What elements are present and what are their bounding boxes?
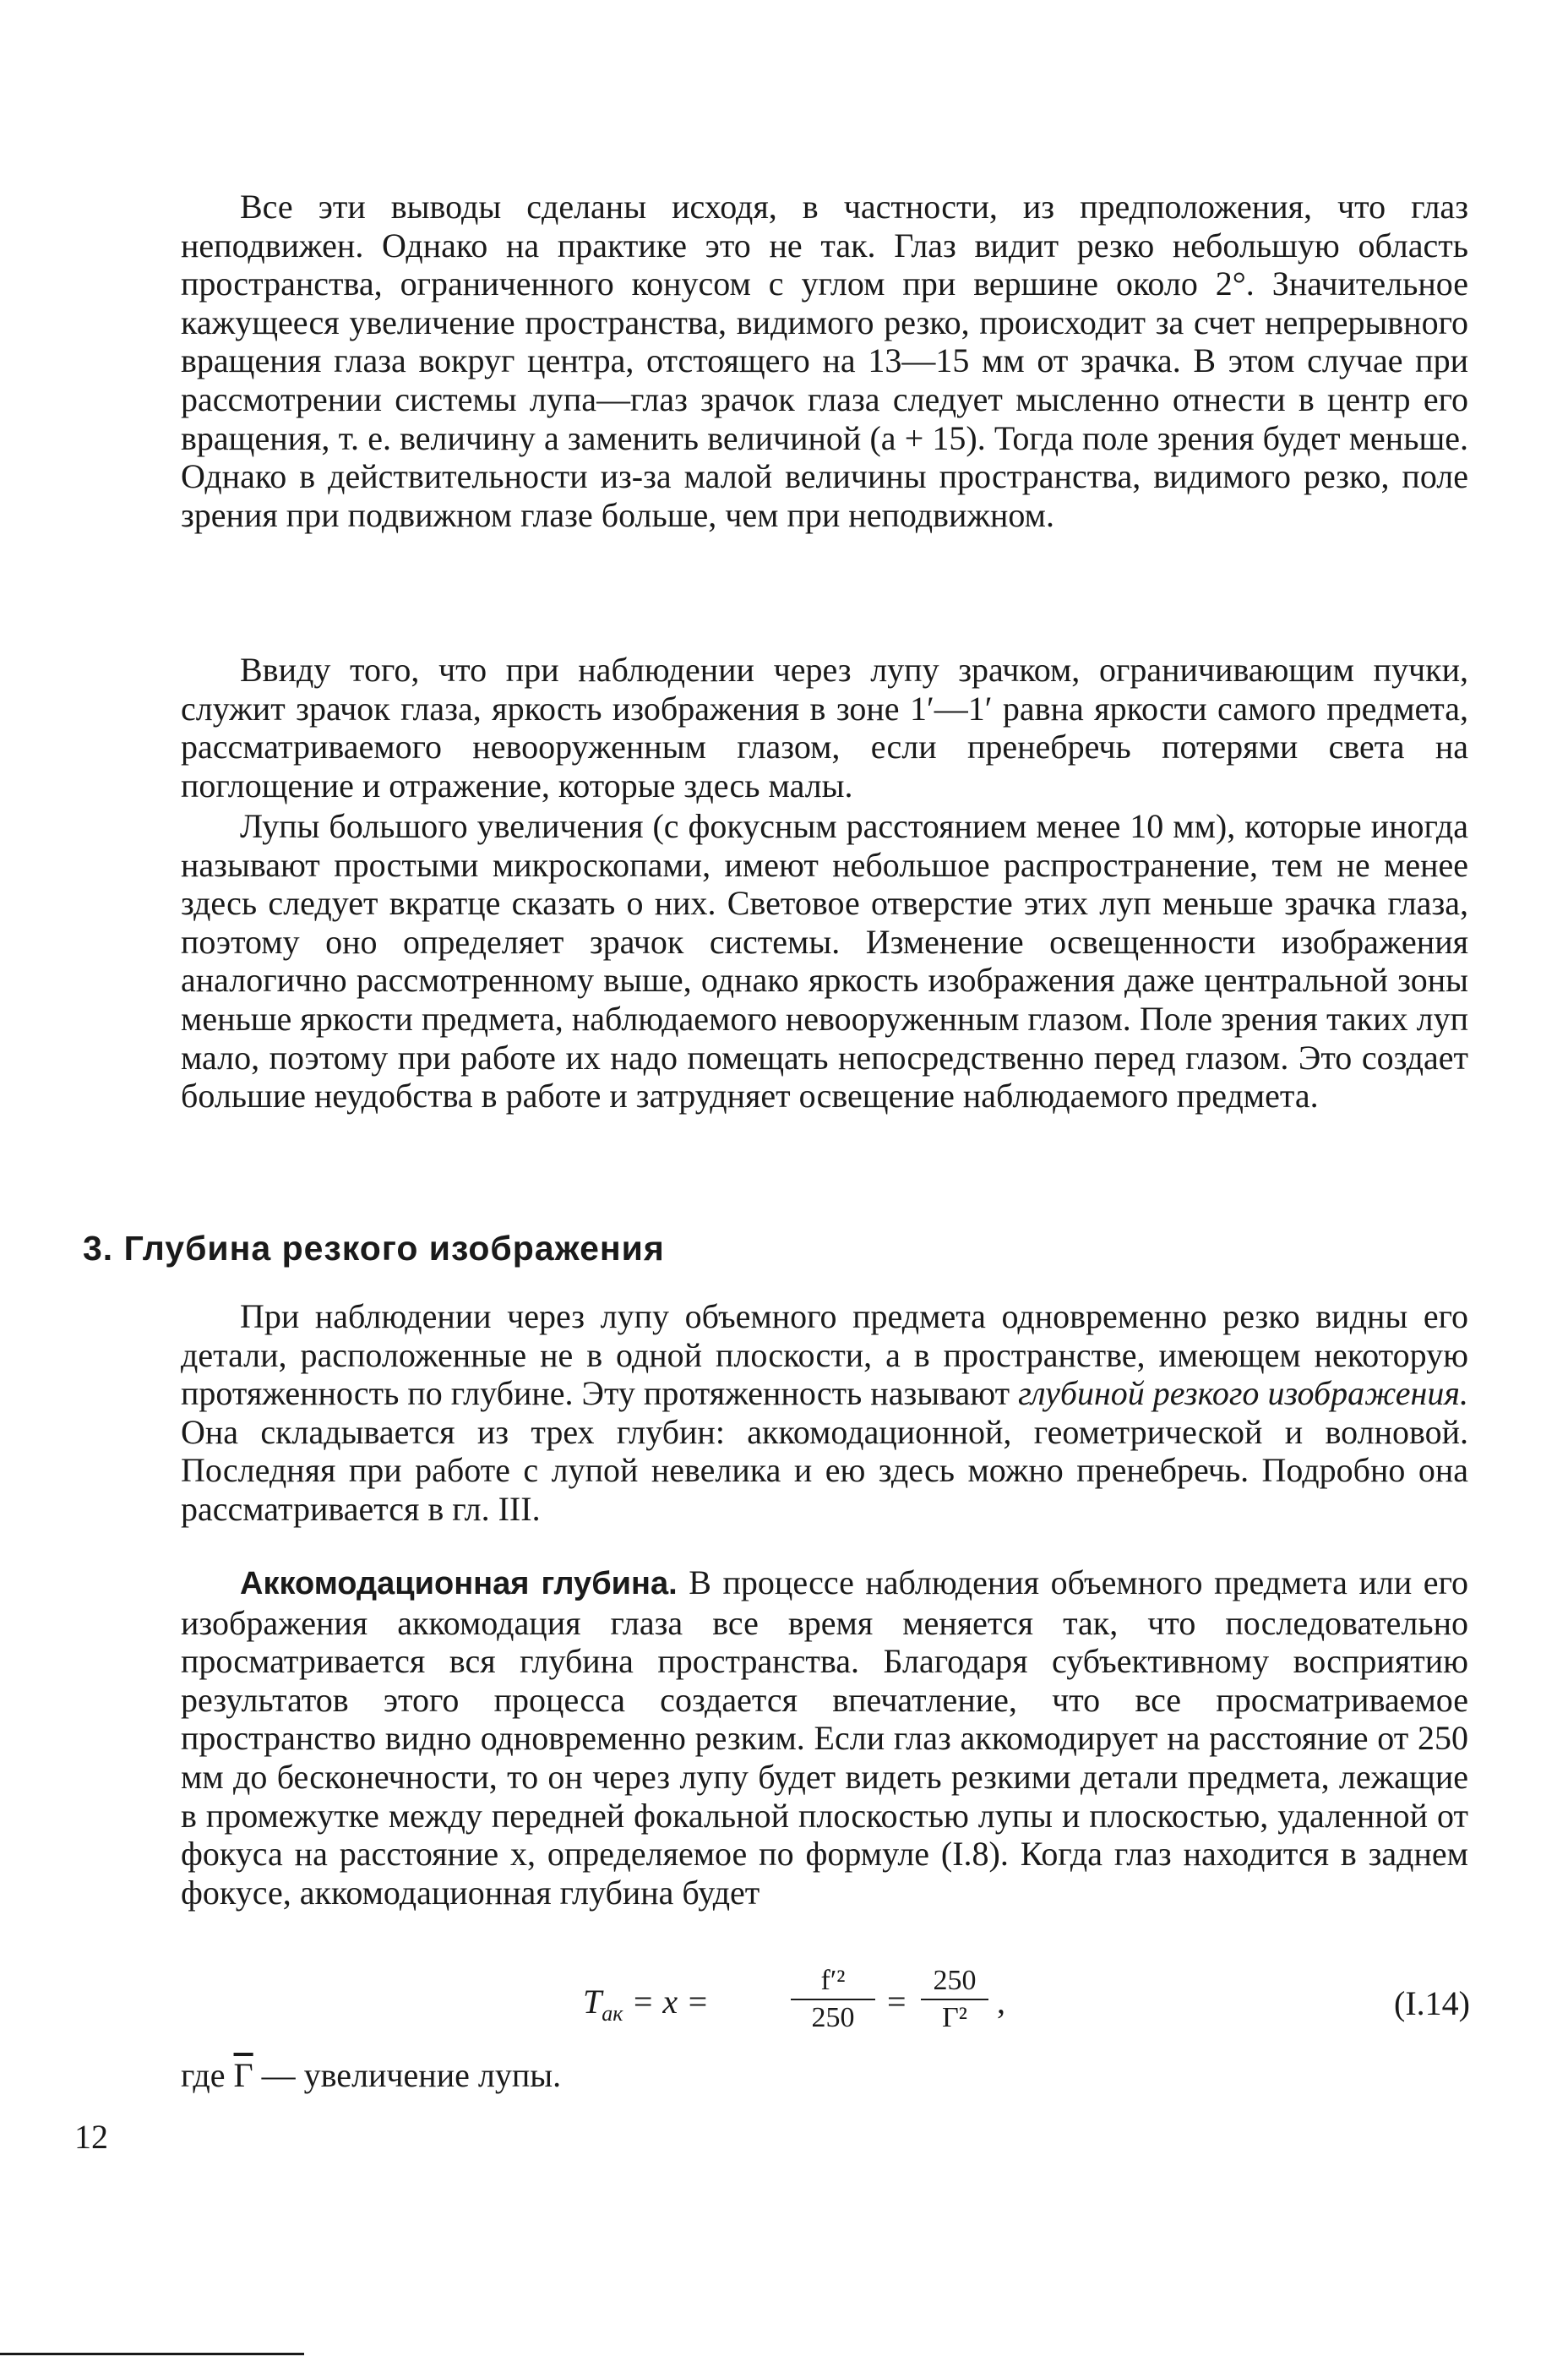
- paragraph-brightness: Ввиду того, что при наблюдении через лупу зрачком, ограничивающим пучки, служит зрачок глаза, яркость изображения в зоне 1′—1′ равна яркости самого предмета, рассматриваемого невооруженным глазом, если пренебречь потерями света на поглощение и отражение, которые здесь малы.: [181, 651, 1468, 805]
- section-heading: 3. Глубина резкого изображения: [83, 1229, 665, 1268]
- formula-equals: =: [887, 1983, 906, 2021]
- frac1-numerator: f′²: [820, 1965, 846, 1996]
- paragraph-high-magnification-loupes: Лупы большого увеличения (с фокусным расстоянием менее 10 мм), которые иногда называют простыми микроскопами, имеют небольшое распространение, тем не менее здесь следует вкратце сказать о них. Световое отверстие этих луп меньше зрачка глаза, поэтому оно определяет зрачок системы. Изменение освещенности изображения аналогично рассмотренному выше, однако яркость изображения даже центральной зоны меньше яркости предмета, наблюдаемого невооруженным глазом. Поле зрения таких луп мало, поэтому при работе их надо помещать непосредственно перед глазом. Это создает большие неудобства в работе и затрудняет освещение наблюдаемого предмета.: [181, 807, 1468, 1116]
- paragraph-accommodation-depth: [181, 1563, 1468, 1912]
- formula-lhs: $T_{ак} = x$ =: [583, 1983, 710, 2026]
- frac2-numerator: 250: [933, 1965, 977, 1996]
- formula-fraction-1: [791, 1965, 875, 2034]
- formula-comma: ,: [997, 1983, 1005, 2021]
- p4-text-a: При наблюдении через лупу объемного предмета одновременно резко видны его детали, расположенные не в одной плоскости, а в пространстве, имеющем некоторую протяженность по глубине. Эту протяженность называют: [181, 1297, 1468, 1413]
- p4-text-b: Она складывается из трех глубин: аккомодационной, геометрической и волновой. Последняя при работе с лупой невелика и ею здесь можно пренебречь. Подробно она рассматривается в гл. III.: [181, 1412, 1468, 1528]
- frac1-denominator: 250: [811, 2002, 855, 2033]
- formula-fraction-2: [921, 1965, 988, 2034]
- page-number: 12: [74, 2118, 108, 2156]
- equation-number: (I.14): [1394, 1984, 1470, 2022]
- p4-term: глубиной резкого изображения.: [1018, 1374, 1468, 1413]
- formula-explanation: где Г — увеличение лупы.: [181, 2056, 562, 2094]
- paragraph-eye-movement: Все эти выводы сделаны исходя, в частности, из предположения, что глаз неподвижен. Однако на практике это не так. Глаз видит резко небольшую область пространства, ограниченного конусом с углом при вершине около 2°. Значительное кажущееся увеличение пространства, видимого резко, происходит за счет непрерывного вращения глаза вокруг центра, отстоящего на 13—15 мм от зрачка. В этом случае при рассмотрении системы лупа—глаз зрачок глаза следует мысленно отнести в центр его вращения, т. е. величину a заменить величиной (a + 15). Тогда поле зрения будет меньше. Однако в действительности из-за малой величины пространства, видимого резко, поле зрения при подвижном глазе больше, чем при неподвижном.: [181, 188, 1468, 534]
- frac2-denominator: Г²: [942, 2002, 967, 2033]
- p5-text: В процессе наблюдения объемного предмета или его изображения аккомодация глаза все время меняется так, что последовательно просматривается вся глубина пространства. Благодаря субъективному восприятию результатов этого процесса создается впечатление, что все просматриваемое пространство видно одновременно резким. Если глаз аккомодирует на расстояние от 250 мм до бесконечности, то он через лупу будет видеть резкими детали предмета, лежащие в промежутке между передней фокальной плоскостью лупы и плоскостью, удаленной от фокуса на расстояние x, определяемое по формуле (I.8). Когда глаз находится в заднем фокусе, аккомодационная глубина будет: [181, 1563, 1468, 1912]
- p5-lead: Аккомодационная глубина.: [240, 1566, 678, 1601]
- paragraph-depth-of-field: [181, 1297, 1468, 1529]
- footer-rule: [0, 2353, 304, 2355]
- formula-accommodation-depth: [583, 1965, 1470, 2041]
